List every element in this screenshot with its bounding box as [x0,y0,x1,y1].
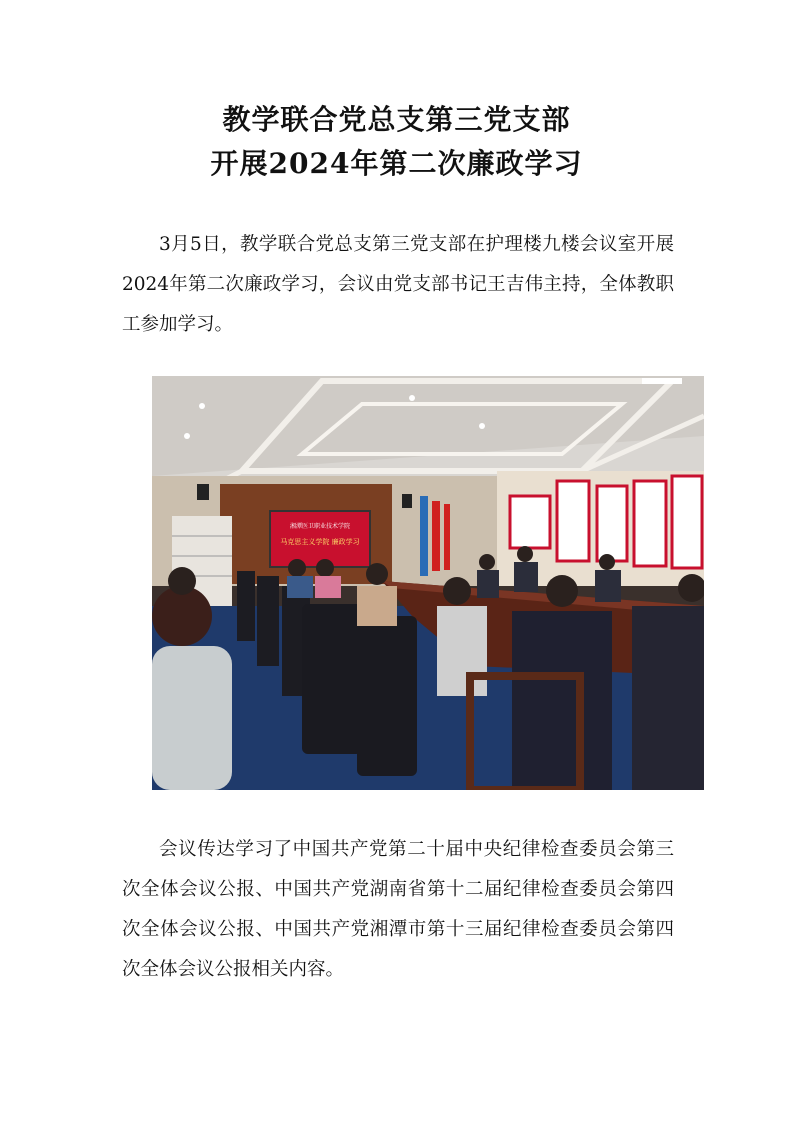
intro-paragraph: 3月5日，教学联合党总支第三党支部在护理楼九楼会议室开展2024年第二次廉政学习，会议由党支部书记王吉伟主持，全体教职工参加学习。 [122,234,674,335]
screen-subtitle-text: 马克思主义学院 廉政学习 [280,538,360,546]
body-paragraph: 会议传达学习了中国共产党第二十届中央纪律检查委员会第三次全体会议公报、中国共产党湖南省第十二届纪律检查委员会第四次全体会议公报、中国共产党湘潭市第十三届纪律检查委员会第四次全体会议公报相关内容。 [122,839,674,980]
document-title-line1: 教学联合党总支第三党支部 [222,103,571,136]
document-title-line2: 开展2024年第二次廉政学习 [210,147,583,180]
meeting-photo [152,376,704,790]
screen-title-text: 湘潭医卫职业技术学院 [289,523,351,530]
